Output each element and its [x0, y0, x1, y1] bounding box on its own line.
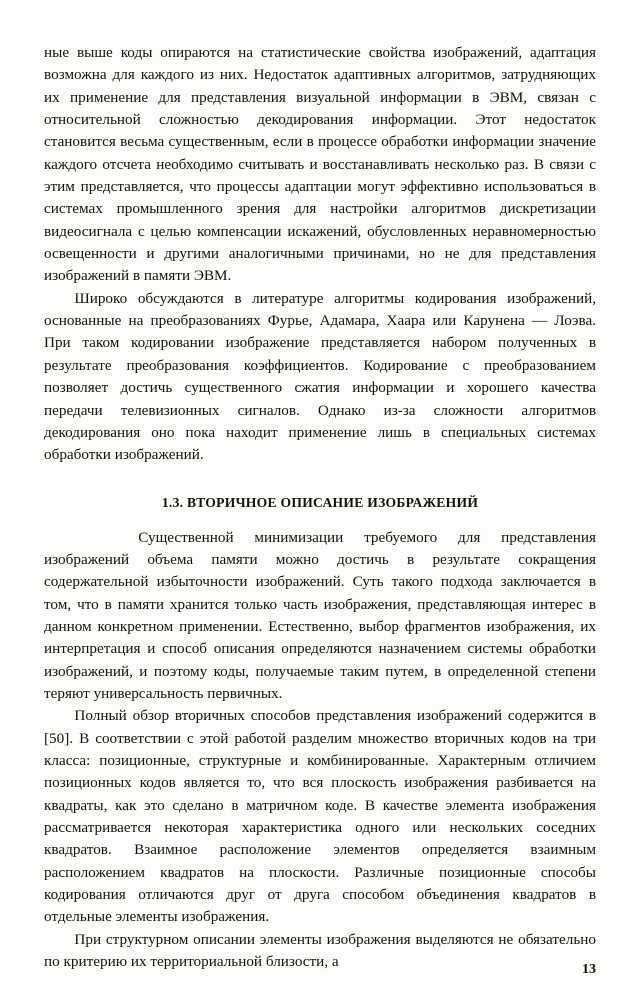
paragraph-continued: ные выше коды опираются на статистические свойства изображений, адаптация возможна для каждого из них. Недостаток адаптивных алгоритмов, затрудняющих их применение для представления визуальной информации в ЭВМ, связан с относительной сложностью декодирования информации. Этот недостаток становится весьма существенным, если в процессе обработки информации значение каждого отсчета необходимо считывать и восстанавливать несколько раз. В связи с этим представляется, что процессы адаптации могут эффективно использоваться в системах промышленного зрения для настройки алгоритмов дискретизации видеосигнала с целью компенсации искажений, обусловленных неравномерностью освещенности и другими аналогичными причинами, но не для представления изображений в памяти ЭВМ. [44, 44, 596, 285]
paragraph-transform-coding: Широко обсуждаются в литературе алгоритмы кодирования изображений, основанные на преобразованиях Фурье, Адамара, Хаара или Карунена — Лоэва. При таком кодировании изображение представляется набором полученных в результате преобразования коэффициентов. Кодирование с преобразованием позволяет достичь существенного сжатия информации и хорошего качества передачи телевизионных сигналов. Однако из-за сложности алгоритмов декодирования оно пока находит применение лишь в специальных системах обработки изображений. [44, 289, 596, 464]
page-number: 13 [582, 962, 596, 977]
paragraph-structural-description: При структурном описании элементы изображения выделяются не обязательно по критерию их территориальной близости, а [44, 930, 596, 971]
section-heading: 1.3. ВТОРИЧНОЕ ОПИСАНИЕ ИЗОБРАЖЕНИЙ [161, 494, 479, 510]
page-body [44, 42, 596, 973]
paragraph-secondary-description: Существенной минимизации требуемого для представления изображений объема памяти можно достичь в результате сокращения содержательной избыточности изображений. Суть такого подхода заключается в том, что в памяти хранится только часть изображения, представляющая интерес в данном конкретном применении. Естественно, выбор фрагментов изображения, их интерпретация и способ описания определяются назначением системы обработки изображений, и поэтому коды, получаемые таким путем, в определенной степени теряют универсальность первичных. [44, 528, 596, 702]
paragraph-secondary-review: Полный обзор вторичных способов представления изображений содержится в [50]. В соответствии с этой работой разделим множество вторичных кодов на три класса: позиционные, структурные и комбинированные. Характерным отличием позиционных кодов является то, что вся плоскость изображения разбивается на квадраты, как это сделано в матричном коде. В качестве элемента изображения рассматривается некоторая характеристика одного или нескольких соседних квадратов. Взаимное расположение элементов определяется взаимным расположением квадратов на плоскости. Различные позиционные способы кодирования отличаются друг от друга способом объединения квадратов в отдельные элементы изображения. [44, 707, 596, 926]
